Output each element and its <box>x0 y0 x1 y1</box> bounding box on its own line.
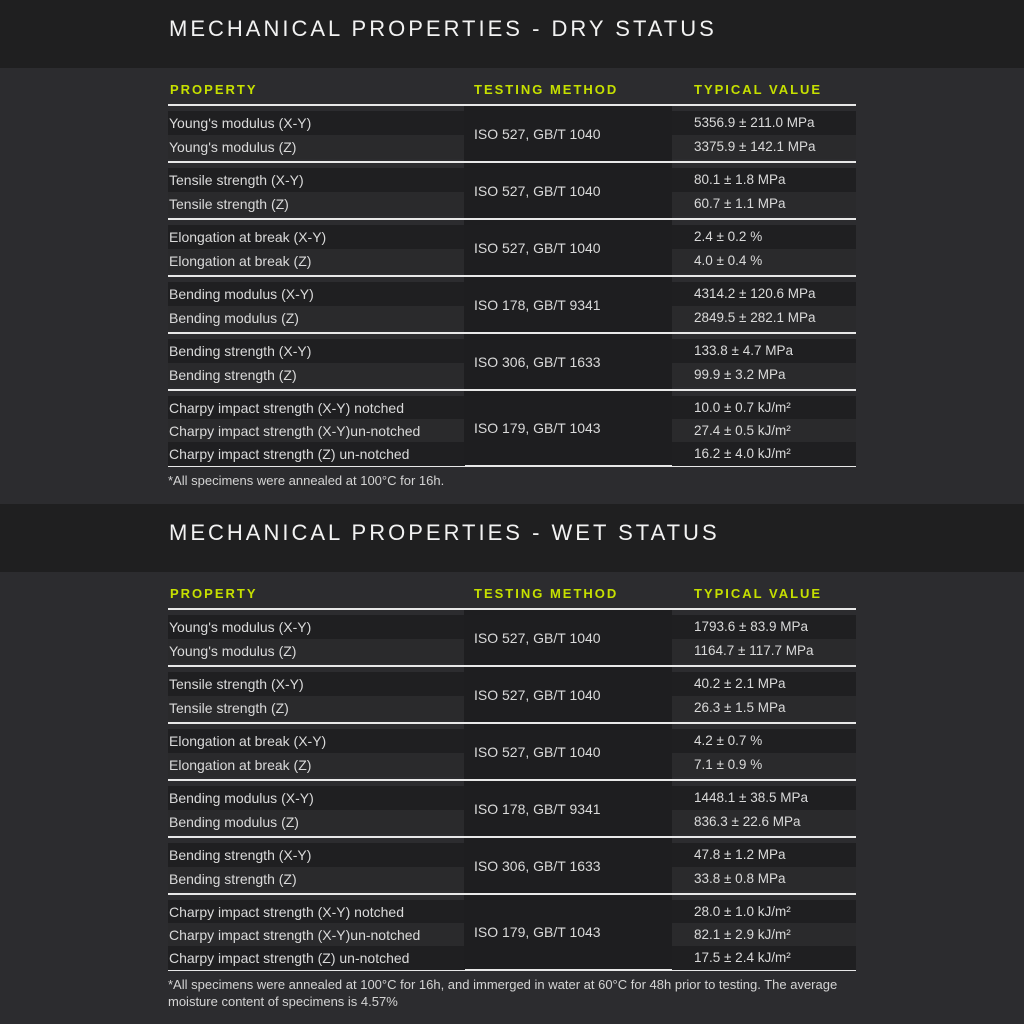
property-cell: Charpy impact strength (X-Y)un-notched <box>168 923 465 947</box>
table-header <box>168 70 856 106</box>
property-cell: Bending strength (Z) <box>168 867 465 891</box>
value-cell: 4.0 ± 0.4 % <box>672 249 856 273</box>
value-cell: 7.1 ± 0.9 % <box>672 753 856 777</box>
property-cell: Elongation at break (X-Y) <box>168 225 465 249</box>
header-testing-method: TESTING METHOD <box>474 586 619 601</box>
property-cell: Young's modulus (X-Y) <box>168 111 465 135</box>
property-cell: Young's modulus (X-Y) <box>168 615 465 639</box>
value-cell: 1448.1 ± 38.5 MPa <box>672 786 856 810</box>
testing-method-cell: ISO 179, GB/T 1043 <box>464 895 672 969</box>
property-cell: Bending strength (Z) <box>168 363 465 387</box>
dry-section-title: MECHANICAL PROPERTIES - DRY STATUS <box>169 16 717 41</box>
property-group-elongation <box>168 724 856 781</box>
value-cell: 80.1 ± 1.8 MPa <box>672 168 856 192</box>
testing-method-cell: ISO 306, GB/T 1633 <box>464 838 672 893</box>
value-cell: 5356.9 ± 211.0 MPa <box>672 111 856 135</box>
dry-properties-table <box>168 70 856 467</box>
value-cell: 1793.6 ± 83.9 MPa <box>672 615 856 639</box>
value-cell: 82.1 ± 2.9 kJ/m² <box>672 923 856 947</box>
property-cell: Charpy impact strength (X-Y) notched <box>168 900 465 924</box>
property-cell: Tensile strength (Z) <box>168 192 465 216</box>
property-group-charpy-impact <box>168 391 856 467</box>
testing-method-cell: ISO 527, GB/T 1040 <box>464 163 672 218</box>
property-cell: Charpy impact strength (Z) un-notched <box>168 946 465 970</box>
value-cell: 4.2 ± 0.7 % <box>672 729 856 753</box>
value-cell: 1164.7 ± 117.7 MPa <box>672 639 856 663</box>
property-group-elongation <box>168 220 856 277</box>
property-cell: Charpy impact strength (X-Y)un-notched <box>168 419 465 443</box>
property-group-youngs-modulus <box>168 610 856 667</box>
value-cell: 47.8 ± 1.2 MPa <box>672 843 856 867</box>
property-group-charpy-impact <box>168 895 856 971</box>
value-cell: 17.5 ± 2.4 kJ/m² <box>672 946 856 970</box>
property-cell: Bending modulus (X-Y) <box>168 282 465 306</box>
property-cell: Charpy impact strength (Z) un-notched <box>168 442 465 466</box>
value-cell: 4314.2 ± 120.6 MPa <box>672 282 856 306</box>
property-cell: Bending strength (X-Y) <box>168 339 465 363</box>
value-cell: 2.4 ± 0.2 % <box>672 225 856 249</box>
property-cell: Elongation at break (Z) <box>168 753 465 777</box>
testing-method-cell: ISO 178, GB/T 9341 <box>464 781 672 836</box>
wet-properties-table <box>168 574 856 971</box>
testing-method-cell: ISO 527, GB/T 1040 <box>464 610 672 665</box>
header-property: PROPERTY <box>170 82 258 97</box>
testing-method-cell: ISO 527, GB/T 1040 <box>464 667 672 722</box>
property-cell: Bending modulus (Z) <box>168 306 465 330</box>
value-cell: 2849.5 ± 282.1 MPa <box>672 306 856 330</box>
property-group-tensile-strength <box>168 667 856 724</box>
table-header <box>168 574 856 610</box>
value-cell: 99.9 ± 3.2 MPa <box>672 363 856 387</box>
property-cell: Elongation at break (Z) <box>168 249 465 273</box>
header-testing-method: TESTING METHOD <box>474 82 619 97</box>
property-group-tensile-strength <box>168 163 856 220</box>
property-cell: Tensile strength (X-Y) <box>168 168 465 192</box>
value-cell: 40.2 ± 2.1 MPa <box>672 672 856 696</box>
property-cell: Bending strength (X-Y) <box>168 843 465 867</box>
property-group-bending-strength <box>168 838 856 895</box>
value-cell: 27.4 ± 0.5 kJ/m² <box>672 419 856 443</box>
property-cell: Young's modulus (Z) <box>168 639 465 663</box>
property-group-bending-modulus <box>168 781 856 838</box>
value-cell: 60.7 ± 1.1 MPa <box>672 192 856 216</box>
property-group-bending-strength <box>168 334 856 391</box>
value-cell: 28.0 ± 1.0 kJ/m² <box>672 900 856 924</box>
property-group-bending-modulus <box>168 277 856 334</box>
value-cell: 16.2 ± 4.0 kJ/m² <box>672 442 856 466</box>
testing-method-cell: ISO 527, GB/T 1040 <box>464 106 672 161</box>
property-cell: Tensile strength (X-Y) <box>168 672 465 696</box>
dry-footnote: *All specimens were annealed at 100°C for 16h. <box>168 473 445 488</box>
value-cell: 3375.9 ± 142.1 MPa <box>672 135 856 159</box>
header-property: PROPERTY <box>170 586 258 601</box>
wet-footnote: *All specimens were annealed at 100°C for 16h, and immerged in water at 60°C for 48h prior to testing. The average moisture content of specimens is 4.57% <box>168 977 838 1009</box>
property-cell: Tensile strength (Z) <box>168 696 465 720</box>
property-cell: Young's modulus (Z) <box>168 135 465 159</box>
testing-method-cell: ISO 178, GB/T 9341 <box>464 277 672 332</box>
value-cell: 836.3 ± 22.6 MPa <box>672 810 856 834</box>
testing-method-cell: ISO 179, GB/T 1043 <box>464 391 672 465</box>
value-cell: 26.3 ± 1.5 MPa <box>672 696 856 720</box>
testing-method-cell: ISO 527, GB/T 1040 <box>464 220 672 275</box>
property-cell: Bending modulus (X-Y) <box>168 786 465 810</box>
wet-section-title: MECHANICAL PROPERTIES - WET STATUS <box>169 520 720 545</box>
value-cell: 133.8 ± 4.7 MPa <box>672 339 856 363</box>
value-cell: 33.8 ± 0.8 MPa <box>672 867 856 891</box>
testing-method-cell: ISO 306, GB/T 1633 <box>464 334 672 389</box>
header-typical-value: TYPICAL VALUE <box>694 586 823 601</box>
header-typical-value: TYPICAL VALUE <box>694 82 823 97</box>
property-cell: Charpy impact strength (X-Y) notched <box>168 396 465 420</box>
property-cell: Bending modulus (Z) <box>168 810 465 834</box>
testing-method-cell: ISO 527, GB/T 1040 <box>464 724 672 779</box>
value-cell: 10.0 ± 0.7 kJ/m² <box>672 396 856 420</box>
property-cell: Elongation at break (X-Y) <box>168 729 465 753</box>
property-group-youngs-modulus <box>168 106 856 163</box>
